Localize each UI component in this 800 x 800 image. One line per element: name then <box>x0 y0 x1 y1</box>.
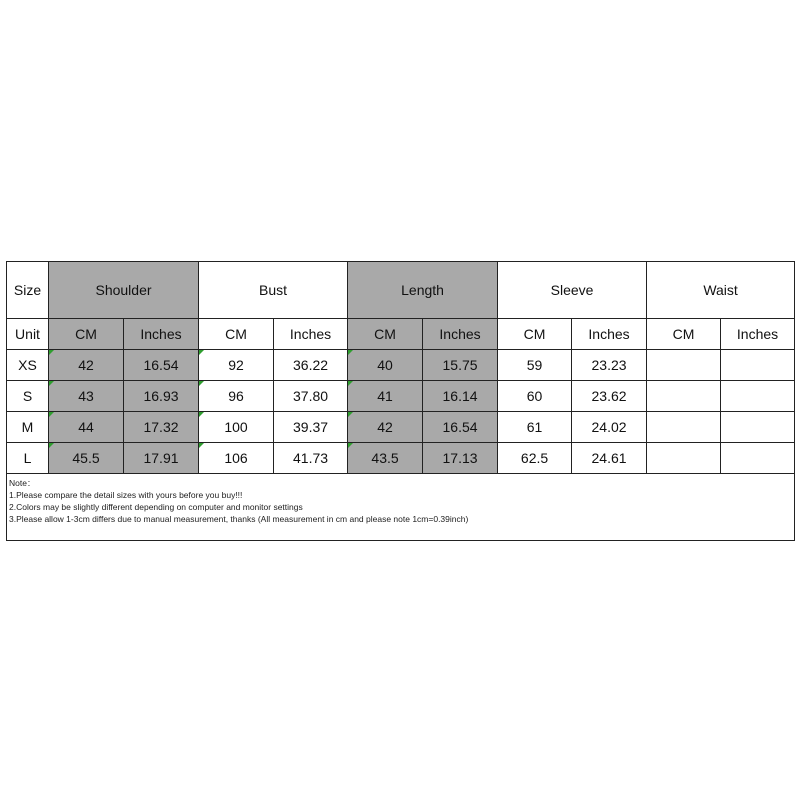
unit-cm: CM <box>199 319 274 350</box>
bust-header: Bust <box>199 262 348 319</box>
size-cell: M <box>7 412 49 443</box>
waist-cm-cell <box>647 381 721 412</box>
notes-title: Note： <box>9 478 36 488</box>
sleeve-inches-cell: 24.02 <box>572 412 647 443</box>
waist-cm-cell <box>647 350 721 381</box>
size-cell: S <box>7 381 49 412</box>
table-row <box>7 443 795 474</box>
length-inches-cell: 15.75 <box>423 350 498 381</box>
table-row <box>7 412 795 443</box>
waist-header: Waist <box>647 262 795 319</box>
unit-cm: CM <box>49 319 124 350</box>
shoulder-cm-cell: 43 <box>49 381 124 412</box>
waist-inches-cell <box>721 412 795 443</box>
length-cm-cell: 40 <box>348 350 423 381</box>
shoulder-inches-cell: 16.93 <box>124 381 199 412</box>
shoulder-inches-cell: 17.91 <box>124 443 199 474</box>
waist-inches-cell <box>721 350 795 381</box>
shoulder-cm-cell: 42 <box>49 350 124 381</box>
length-cm-cell: 42 <box>348 412 423 443</box>
notes-cell <box>7 474 795 541</box>
bust-cm-cell: 92 <box>199 350 274 381</box>
size-header: Size <box>7 262 49 319</box>
waist-cm-cell <box>647 443 721 474</box>
length-cm-cell: 43.5 <box>348 443 423 474</box>
note-line: 3.Please allow 1-3cm differs due to manual measurement, thanks (All measurement in cm and please note 1cm=0.39inch) <box>9 514 469 524</box>
unit-inches: Inches <box>124 319 199 350</box>
length-header: Length <box>348 262 498 319</box>
bust-inches-cell: 37.80 <box>274 381 348 412</box>
length-inches-cell: 16.54 <box>423 412 498 443</box>
shoulder-inches-cell: 17.32 <box>124 412 199 443</box>
table-row <box>7 381 795 412</box>
unit-row <box>7 319 795 350</box>
bust-cm-cell: 96 <box>199 381 274 412</box>
length-inches-cell: 17.13 <box>423 443 498 474</box>
header-row <box>7 262 795 319</box>
shoulder-inches-cell: 16.54 <box>124 350 199 381</box>
bust-cm-cell: 106 <box>199 443 274 474</box>
waist-inches-cell <box>721 443 795 474</box>
bust-inches-cell: 41.73 <box>274 443 348 474</box>
size-table <box>6 261 795 541</box>
length-inches-cell: 16.14 <box>423 381 498 412</box>
shoulder-header: Shoulder <box>49 262 199 319</box>
sleeve-cm-cell: 59 <box>498 350 572 381</box>
unit-cm: CM <box>647 319 721 350</box>
notes-row <box>7 474 795 541</box>
note-line: 2.Colors may be slightly different depending on computer and monitor settings <box>9 502 303 512</box>
length-cm-cell: 41 <box>348 381 423 412</box>
unit-inches: Inches <box>572 319 647 350</box>
table-row <box>7 350 795 381</box>
unit-inches: Inches <box>721 319 795 350</box>
waist-inches-cell <box>721 381 795 412</box>
waist-cm-cell <box>647 412 721 443</box>
bust-inches-cell: 39.37 <box>274 412 348 443</box>
size-cell: L <box>7 443 49 474</box>
sleeve-inches-cell: 23.23 <box>572 350 647 381</box>
sleeve-cm-cell: 62.5 <box>498 443 572 474</box>
shoulder-cm-cell: 45.5 <box>49 443 124 474</box>
unit-inches: Inches <box>423 319 498 350</box>
sleeve-header: Sleeve <box>498 262 647 319</box>
sleeve-cm-cell: 60 <box>498 381 572 412</box>
size-cell: XS <box>7 350 49 381</box>
shoulder-cm-cell: 44 <box>49 412 124 443</box>
sleeve-inches-cell: 24.61 <box>572 443 647 474</box>
note-line: 1.Please compare the detail sizes with yours before you buy!!! <box>9 490 243 500</box>
unit-cm: CM <box>348 319 423 350</box>
bust-cm-cell: 100 <box>199 412 274 443</box>
bust-inches-cell: 36.22 <box>274 350 348 381</box>
sleeve-cm-cell: 61 <box>498 412 572 443</box>
unit-cm: CM <box>498 319 572 350</box>
unit-inches: Inches <box>274 319 348 350</box>
sleeve-inches-cell: 23.62 <box>572 381 647 412</box>
size-chart <box>6 261 794 541</box>
unit-label: Unit <box>7 319 49 350</box>
